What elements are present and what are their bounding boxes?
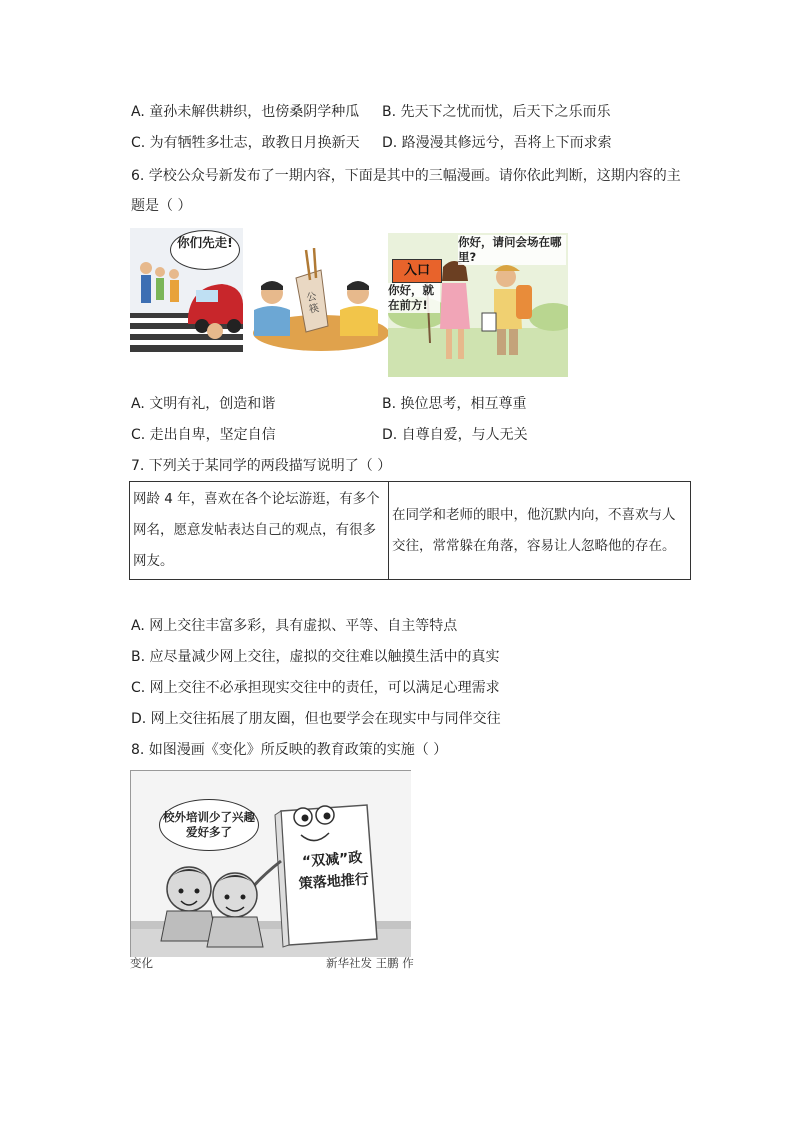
- comic4-speech-bubble: 校外培训少了兴趣爱好多了: [159, 799, 259, 851]
- comic4-policy-sign: “双减”政策落地推行: [298, 849, 370, 893]
- q7-description-table: [129, 481, 691, 580]
- comic-caption-title: 变化: [130, 956, 153, 970]
- q7-stem: 7. 下列关于某同学的两段描写说明了（ ）: [131, 458, 392, 474]
- comic3-entrance-sign: 入口: [392, 259, 442, 283]
- q7-option-b: B. 应尽量减少网上交往，虚拟的交往难以触摸生活中的真实: [131, 649, 500, 665]
- comic-crosswalk: [130, 228, 243, 352]
- q6-option-c: C. 走出自卑，坚定自信: [131, 427, 276, 443]
- q6-option-a: A. 文明有礼，创造和谐: [131, 396, 276, 412]
- comic-caption-credit: 新华社发 王鹏 作: [326, 956, 414, 970]
- q7-cell-online: 网龄 4 年，喜欢在各个论坛游逛，有多个网名，愿意发帖表达自己的观点，有很多网友。: [130, 482, 389, 580]
- q8-stem: 8. 如图漫画《变化》所反映的教育政策的实施（ ）: [131, 742, 448, 758]
- q7-option-d: D. 网上交往拓展了朋友圈，但也要学会在现实中与同伴交往: [131, 711, 501, 727]
- comic-change: [130, 770, 411, 957]
- q7-option-c: C. 网上交往不必承担现实交往中的责任，可以满足心理需求: [131, 680, 500, 696]
- q7-option-a: A. 网上交往丰富多彩，具有虚拟、平等、自主等特点: [131, 618, 458, 634]
- q6-option-b: B. 换位思考，相互尊重: [382, 396, 527, 412]
- q5-option-d: D. 路漫漫其修远兮，吾将上下而求索: [382, 135, 612, 151]
- comic-public-chopsticks: [246, 248, 388, 354]
- q5-option-b: B. 先天下之忧而忧，后天下之乐而乐: [382, 104, 611, 120]
- q7-cell-offline: 在同学和老师的眼中，他沉默内向，不喜欢与人交往，常常躲在角落，容易让人忽略他的存在。: [389, 482, 691, 580]
- comic-giving-directions: [388, 233, 568, 377]
- q6-option-d: D. 自尊自爱，与人无关: [382, 427, 528, 443]
- q6-stem-line1: 6. 学校公众号新发布了一期内容，下面是其中的三幅漫画。请你依此判断，这期内容的主: [131, 168, 681, 184]
- comic3-left-speech: 你好，就在前方!: [388, 283, 440, 313]
- comic-change-drawing: [131, 771, 411, 957]
- comic2-bag-label: 公筷: [305, 291, 321, 316]
- q5-option-a: A. 童孙未解供耕织，也傍桑阴学种瓜: [131, 104, 360, 120]
- q5-option-c: C. 为有牺牲多壮志，敢教日月换新天: [131, 135, 360, 151]
- comic3-right-speech: 你好，请问会场在哪里?: [458, 235, 566, 265]
- q6-stem-line2: 题是（ ）: [131, 198, 192, 214]
- comic1-speech-bubble: 你们先走!: [170, 230, 240, 270]
